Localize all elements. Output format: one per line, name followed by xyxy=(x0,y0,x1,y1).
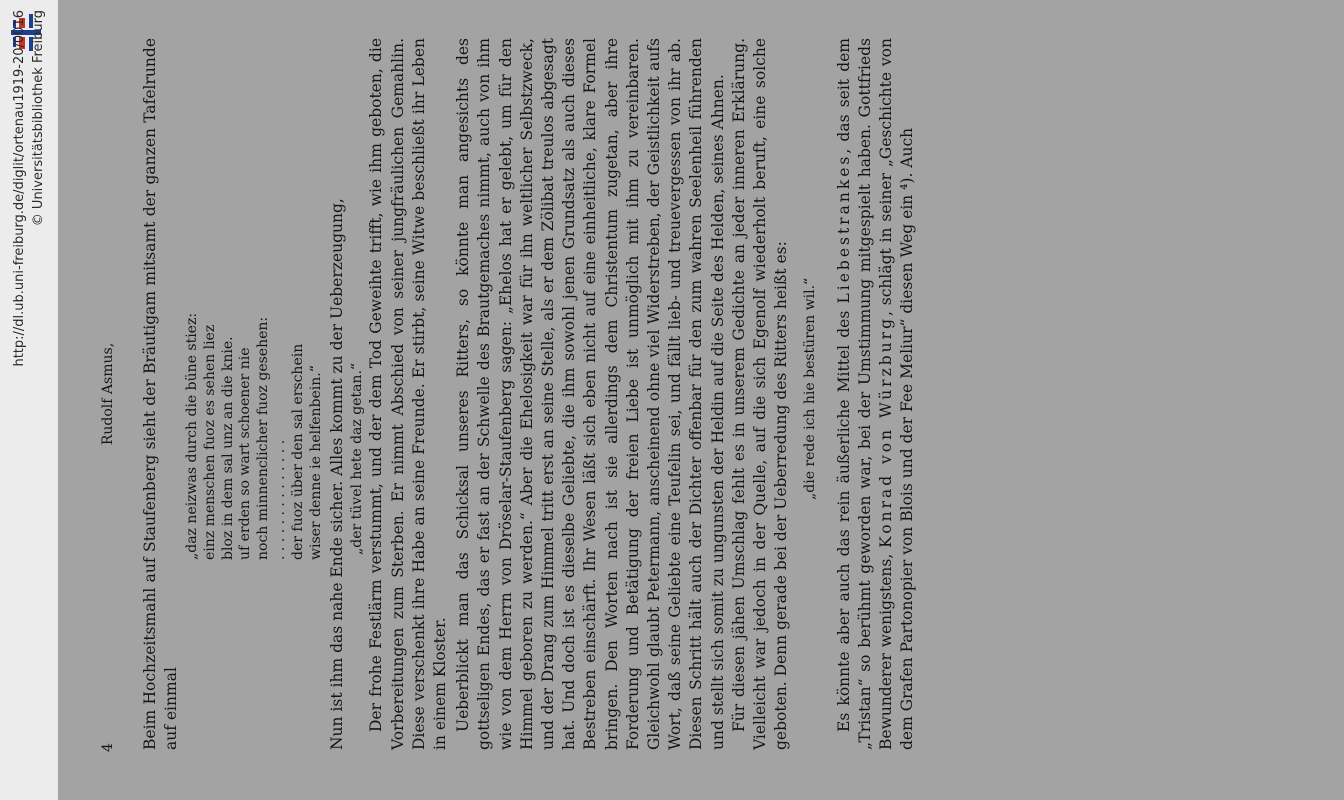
paragraph-4: Ueberblickt man das Schicksal unseres Ritters, so könnte man angesichts des gottseligen Endes, das er fast an der Schwelle des Brautgemaches nimmt, auch von ihm wie von dem Herrn von Dröselar-Staufenberg sagen: „Ehelos hat er gelebt, um für den Himmel geboren zu werden.“ Aber die Ehelosigkeit war für ihn weltlicher Selbstzweck, und der Drang zum Himmel tritt erst an seine Stelle, als er dem Zölibat treulos abgesagt hat. Und doch ist es dieselbe Geliebte, die ihm sowohl jenen Grundsatz als auch dieses Bestreben einschärft. Ihr Wesen läßt sich eben nicht auf eine einheitliche, klare Formel bringen. Den Worten nach ist sie allerdings dem Christentum zugetan, aber ihre Forderung und Betätigung der freien Liebe ist unmöglich mit ihm zu vereinbaren. Gleichwohl glaubt Petermann, anscheinend ohne viel Widerstreben, der Geistlichkeit aufs Wort, daß seine Geliebte eine Teufelin sei, und fällt lieb- und treuevergessen von ihr ab. Diesen Schritt hält auch der Dichter offenbar für den zum wahren Seelenheil führenden und stellt sich somit zu ungunsten der Heldin auf die Seite des Helden, seines Ahnen. xyxy=(454,38,727,750)
page-header xyxy=(98,38,122,750)
paragraph-5: Für diesen jähen Umschlag fehlt es in unserem Gedichte an jeder inneren Erklärung. Vielleicht war jedoch in der Quelle, auf die sich Egenolf wiederholt beruft, eine solche geboten. Denn gerade bei der Ueberredung des Ritters heißt es: xyxy=(729,38,791,750)
verse-line: wiser denne ie helfenbein.“ xyxy=(307,365,324,560)
spaced-name-liebestrank: Liebestrankes xyxy=(834,153,853,304)
page-body xyxy=(140,38,918,750)
verse-line: uf erden so wart schoener nie xyxy=(237,347,254,560)
quotation: „die rede ich hie bestüren wil.“ xyxy=(802,277,819,500)
paragraph-1: Beim Hochzeitsmahl auf Staufenberg sieht der Bräutigam mitsamt der ganzen Tafelrunde auf einmal xyxy=(141,38,181,750)
page-number: 4 xyxy=(100,743,116,752)
sidebar xyxy=(0,0,58,800)
verse-line: noch minnenclicher fuoz gesehen: xyxy=(254,316,271,560)
scanned-page xyxy=(58,0,1344,800)
scanned-page-viewer xyxy=(58,0,1344,800)
copyright-notice: © Universitätsbibliothek Freiburg xyxy=(31,10,46,227)
verse-line: . . . . . . . . . . . . . . xyxy=(272,439,289,560)
verse-line: bloz in dem sal unz an die knie. xyxy=(219,336,236,560)
verse-line: „daz neizwas durch die büne stiez: xyxy=(184,312,201,560)
paragraph-6-text: , das seit dem „Tristan“ so berühmt geworden war, bei der Umstimmung mitgespielt haben. Gottfrieds Bewunderer wenigstens, xyxy=(834,38,896,750)
verse-block-1 xyxy=(184,38,325,560)
verse-line: einz menschen fuoz es sehen liez xyxy=(202,324,218,560)
permalink-url[interactable]: http://dl.ub.uni-freiburg.de/diglit/ortenau1919-20/0016 xyxy=(12,10,27,367)
running-title: Rudolf Asmus, xyxy=(100,342,116,446)
paragraph-2: Nun ist ihm das nahe Ende sicher. Alles kommt zu der Ueberzeugung, xyxy=(328,198,347,750)
paragraph-6 xyxy=(834,38,919,750)
verse-block-2: „der tüvel hete daz getan.“ xyxy=(349,362,366,555)
paragraph-6-text: Es könnte aber auch das rein äußerliche Mittel des xyxy=(834,310,853,732)
spaced-name-konrad: Konrad von Würzburg xyxy=(877,316,896,548)
citation-block xyxy=(0,0,58,800)
paragraph-3: Der frohe Festlärm verstummt, und der dem Tod Geweihte trifft, wie ihm geboten, die Vorbereitungen zum Sterben. Er nimmt Abschied von seiner jungfräulichen Gemahlin. Diese verschenkt ihre Habe an seine Freunde. Er stirbt, seine Witwe beschließt ihr Leben in einem Kloster. xyxy=(367,38,449,750)
verse-line: der fuoz über den sal erschein xyxy=(289,343,306,560)
paragraph-6-text: , schlägt in seiner „Geschichte von dem Grafen Partonopier von Blois und der Fee Meliur“ diesen Weg ein ⁴). Auch xyxy=(877,38,917,750)
